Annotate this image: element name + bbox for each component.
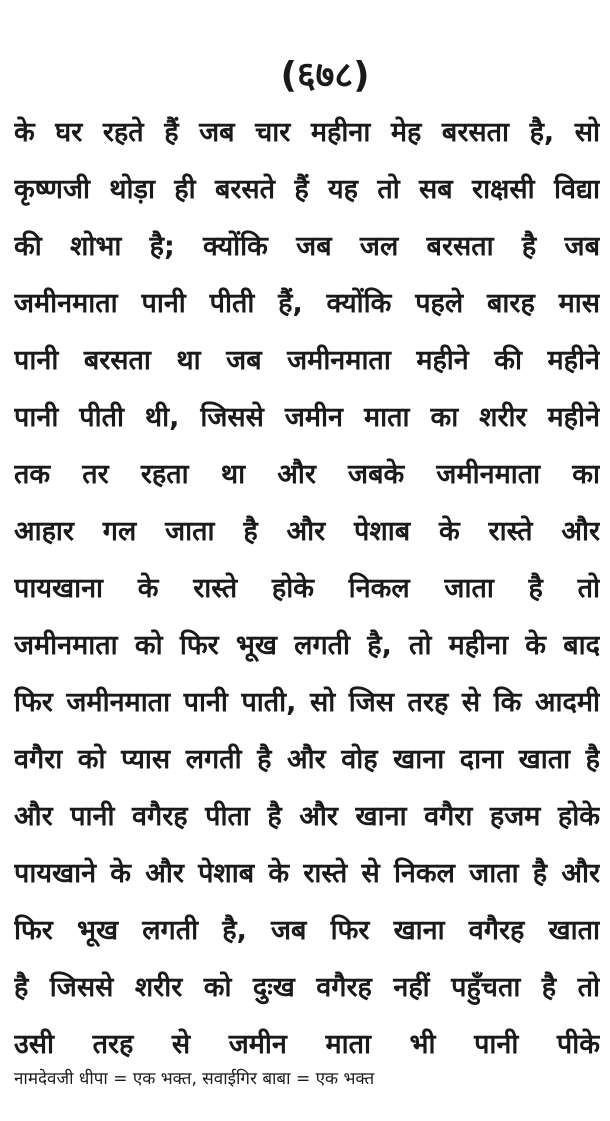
page-number: (६७८) (280, 55, 370, 96)
text-line: के घर रहते हैं जब चार महीना मेह बरसता है, सो (14, 117, 600, 148)
footnote: नामदेवजी धीपा = एक भक्त, सवाईगिर बाबा = एक भक्त (14, 1069, 375, 1089)
text-line: कृष्णजी थोड़ा ही बरसते हैं यह तो सब राक्षसी विद्या (14, 174, 600, 205)
text-line: पायखाने के और पेशाब के रास्ते से निकल जाता है और (14, 858, 600, 889)
text-line: वगैरा को प्यास लगती है और वोह खाना दाना खाता है (14, 744, 600, 775)
text-line: पानी पीती थी, जिससे जमीन माता का शरीर महीने (14, 402, 600, 433)
text-line: फिर जमीनमाता पानी पाती, सो जिस तरह से कि आदमी (14, 687, 600, 718)
text-line: है जिससे शरीर को दुःख वगैरह नहीं पहुँचता है तो (14, 972, 600, 1003)
text-line: की शोभा है; क्योंकि जब जल बरसता है जब (14, 231, 600, 262)
text-line: जमीनमाता को फिर भूख लगती है, तो महीना के बाद (14, 630, 600, 661)
text-line: और पानी वगैरह पीता है और खाना वगैरा हजम होके (14, 801, 600, 832)
text-line: पायखाना के रास्ते होके निकल जाता है तो (14, 573, 600, 604)
text-line: आहार गल जाता है और पेशाब के रास्ते और (14, 516, 600, 547)
text-line: जमीनमाता पानी पीती हैं, क्योंकि पहले बारह मास (14, 288, 600, 319)
text-line: फिर भूख लगती है, जब फिर खाना वगैरह खाता (14, 915, 600, 946)
text-line: पानी बरसता था जब जमीनमाता महीने की महीने (14, 345, 600, 376)
text-line: उसी तरह से जमीन माता भी पानी पीके (14, 1029, 600, 1060)
body-text (14, 104, 600, 1073)
text-line: तक तर रहता था और जबके जमीनमाता का (14, 459, 600, 490)
